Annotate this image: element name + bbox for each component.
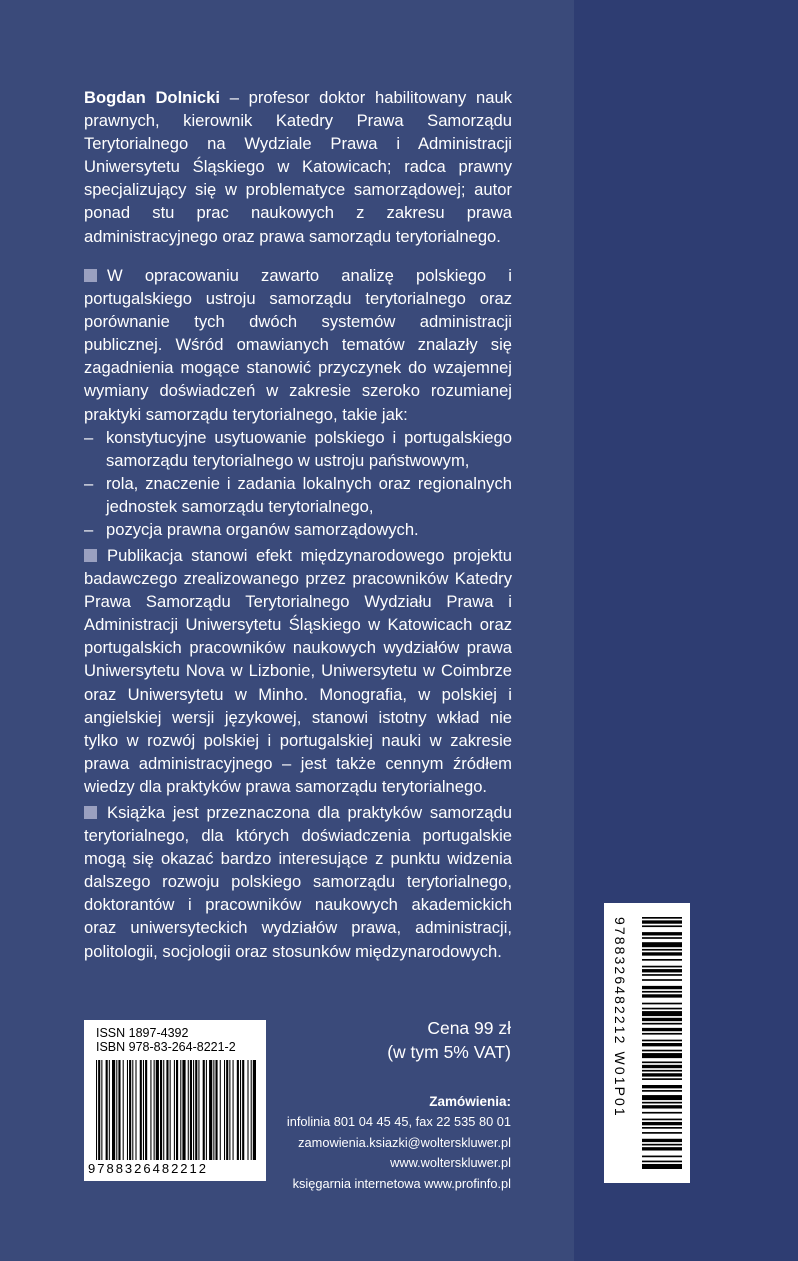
barcode-bar [180,1060,181,1160]
barcode-bar [642,1003,682,1005]
dash-icon: – [84,473,94,493]
barcode-bar [135,1060,136,1160]
barcode-bar [203,1060,205,1160]
topic-item: – pozycja prawna organów samorządowych. [84,518,512,541]
square-bullet-icon [84,549,97,562]
barcode-bar [642,1043,682,1046]
topic-list [84,426,512,541]
barcode-bar [156,1060,159,1160]
barcode-bar [195,1060,197,1160]
barcode-bar [96,1060,97,1160]
summary-text: W opracowaniu zawarto analizę polskiego i portugalskiego ustroju samorządu terytorialnego oraz porównanie tych dwóch systemów administracji publicznej. Wśród omawianych tematów znalazły się zagadnienia mogące stanowić przyczynek do wzajemnej wymiany doświadczeń w zakresie szeroko rozumianej praktyki samorządu terytorialnego, takie jak: [84,266,512,424]
barcode-bar [642,1144,682,1146]
barcode-bar [226,1060,228,1160]
barcode-bar [109,1060,110,1160]
barcode-bar [642,1078,682,1080]
barcode-bar [106,1060,108,1160]
barcode-bar [116,1060,117,1160]
barcode-bar [642,1139,682,1142]
orders-shop: księgarnia internetowa www.profinfo.pl [292,1175,511,1191]
barcode-bar [190,1060,192,1160]
orders-heading: Zamówienia: [429,1094,511,1109]
barcode-bar [229,1060,230,1160]
barcode-bar [170,1060,171,1160]
barcode-bar [642,1085,682,1088]
barcode-bar [642,942,682,947]
vat-text: (w tym 5% VAT) [387,1042,511,1062]
topic-item: – rola, znaczenie i zadania lokalnych oraz regionalnych jednostek samorządu terytorialnego, [84,473,512,516]
price-block [387,1016,511,1064]
barcode-bar [642,959,682,961]
barcode-bar [642,1073,682,1076]
barcode-bar [224,1060,225,1160]
barcode-bar [642,1023,682,1025]
author-name: Bogdan Dolnicki [84,88,220,107]
audience-paragraph [84,801,512,963]
barcode-bar [118,1060,120,1160]
barcode-bar [198,1060,199,1160]
dash-icon: – [84,427,94,447]
barcode-bar [242,1060,244,1160]
barcode-bar [209,1060,212,1160]
barcode-bar [642,1028,682,1031]
barcode-bar [215,1060,217,1160]
barcode-bar [642,1061,682,1063]
barcode-bar [642,920,682,923]
barcode-bar [642,991,682,993]
barcode-bar [129,1060,131,1160]
barcode-bar [188,1060,189,1160]
isbn-barcode-label [84,1020,266,1181]
barcode-bar [642,974,682,976]
barcode-bar [642,1122,682,1125]
summary-paragraph [84,264,512,541]
barcode-bar [98,1060,100,1160]
barcode-bar [642,1102,682,1104]
barcode-bar [642,1011,682,1016]
barcode-bar [154,1060,155,1160]
barcode-bar [220,1060,221,1160]
barcode-bar [112,1060,115,1160]
barcode-bar [160,1060,162,1160]
barcode-bar [143,1060,144,1160]
barcode-bar [145,1060,147,1160]
dash-icon: – [84,520,94,540]
barcode-bar [642,1050,682,1052]
barcode-bar [642,925,682,927]
barcode-bar [642,949,682,951]
barcode-bar [237,1060,239,1160]
barcode-bar [642,1018,682,1021]
spine-barcode-bars [642,917,682,1169]
barcode-bar [642,1040,682,1042]
orders-website: www.wolterskluwer.pl [390,1155,511,1171]
barcode-bar [150,1060,151,1160]
barcode-bar [642,994,682,997]
barcode-bar [642,1033,682,1035]
barcode-bar [240,1060,241,1160]
barcode-bar [166,1060,168,1160]
audience-text: Książka jest przeznaczona dla praktyków samorządu terytorialnego, dla których doświadczenia portugalskie mogą się okazać bardzo interesujące z punktu widzenia dalszego rozwoju polskiego samorządu terytorialnego, doktorantów i pracowników naukowych akademickich oraz uniwersyteckich wydziałów prawa, administracji, politologii, socjologii oraz stosunków międzynarodowych. [84,803,512,961]
barcode-bar [642,966,682,968]
issn-text: ISSN 1897-4392 [96,1026,189,1040]
barcode-bar [163,1060,164,1160]
square-bullet-icon [84,269,97,282]
barcode-bar [127,1060,128,1160]
isbn-text: ISBN 978-83-264-8221-2 [96,1040,236,1054]
barcode-bar [642,937,682,939]
barcode-bar [642,1119,682,1121]
barcode-bar [253,1060,256,1160]
barcode-bar [642,1161,682,1163]
project-text: Publikacja stanowi efekt międzynarodowego projektu badawczego zrealizowanego przez pracowników Katedry Prawa Samorządu Terytorialnego Wydziału Prawa i Administracji Uniwersytetu Śląskiego w Katowicach oraz portugalskich pracowników naukowych wydziałów prawa Uniwersytetu Nova w Lizbonie, Uniwersytetu w Coimbrze oraz Uniwersytetu w Minho. Monografia, w polskiej i angielskiej wersji językowej, stanowi istotny wkład nie tylko w rozwój polskiej i portugalskiej nauki w zakresie prawa administracyjnego – jest także cennym źródłem wiedzy dla praktyków prawa samorządu terytorialnego. [84,546,512,796]
barcode-bar [247,1060,248,1160]
barcode-bar [123,1060,124,1160]
barcode-bar [174,1060,175,1160]
barcode-bar [213,1060,214,1160]
barcode-bar [642,1070,682,1072]
orders-phone: infolinia 801 04 45 45, fax 22 535 80 01 [286,1114,511,1130]
barcode-bar [642,1127,682,1129]
barcode-bar [176,1060,178,1160]
price-text: Cena 99 zł [427,1018,511,1038]
barcode-bar [642,979,682,981]
barcode-bar [140,1060,142,1160]
barcode-bars [96,1060,256,1160]
project-paragraph [84,544,512,798]
barcode-digits: 9788326482212 [88,1161,208,1176]
spine-barcode-digits: 9788326482212 W01P01 [612,917,628,1118]
topic-item: – konstytucyjne usytuowanie polskiego i portugalskiego samorządu terytorialnego w ustroju państwowym, [84,427,512,470]
barcode-bar [642,1105,682,1108]
barcode-bar [182,1060,185,1160]
square-bullet-icon [84,806,97,819]
barcode-bar [233,1060,234,1160]
barcode-bar [642,1156,682,1158]
barcode-bar [642,917,682,919]
barcode-bar [642,986,682,989]
barcode-bar [642,1090,682,1092]
barcode-bar [642,969,682,972]
barcode-bar [642,1132,682,1134]
barcode-bar [642,1147,682,1150]
barcode-bar [642,952,682,955]
barcode-bar [101,1060,102,1160]
barcode-bar [193,1060,194,1160]
barcode-bar [132,1060,133,1160]
spine-barcode-label [604,903,690,1183]
barcode-bar [642,1095,682,1100]
orders-block [287,1092,511,1194]
barcode-bar [642,1008,682,1010]
barcode-bar [642,932,682,935]
barcode-bar [206,1060,207,1160]
barcode-bar [642,1112,682,1114]
orders-email: zamowienia.ksiazki@wolterskluwer.pl [298,1134,511,1150]
barcode-bar [642,1053,682,1058]
author-bio-text: – profesor doktor habilitowany nauk prawnych, kierownik Katedry Prawa Samorządu Terytorialnego na Wydziale Prawa i Administracji Uniwersytetu Śląskiego w Katowicach; radca prawny specjalizujący się w problematyce samorządowej; autor ponad stu prac naukowych z zakresu prawa administracyjnego oraz prawa samorządu terytorialnego. [84,88,512,246]
barcode-bar [642,1164,682,1169]
author-bio [84,86,512,248]
barcode-bar [251,1060,252,1160]
barcode-bar [642,1065,682,1068]
spine-barcode-digits-box [606,917,630,1169]
